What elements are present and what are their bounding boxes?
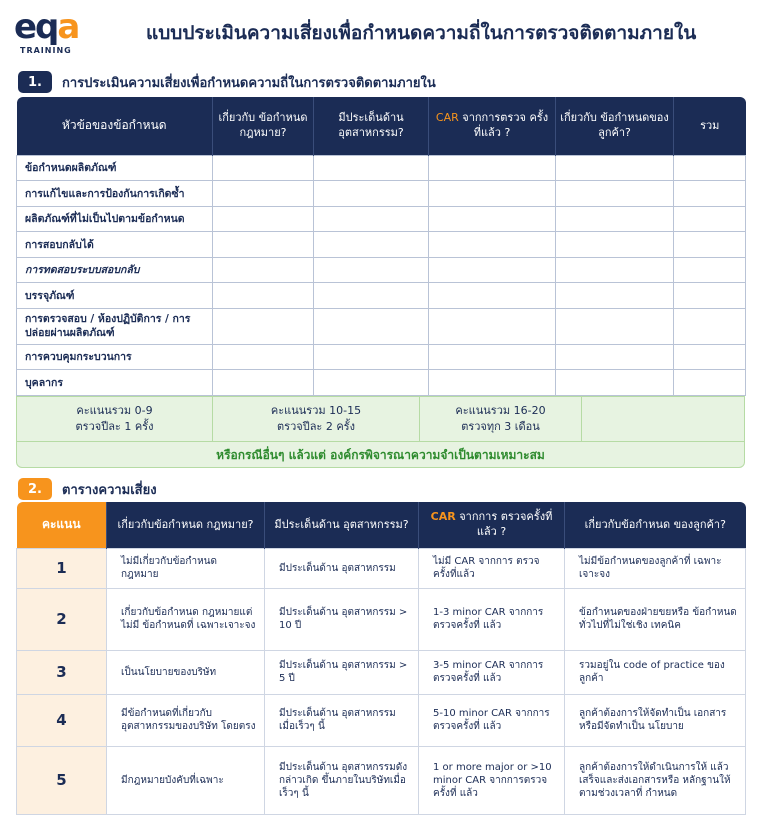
legal-cell: เป็นนโยบายของบริษัท (107, 650, 265, 694)
row-label: ข้อกำหนดผลิตภัณฑ์ (17, 155, 213, 181)
row-label: การทดสอบระบบสอบกลับ (17, 257, 213, 283)
score-value: 2 (17, 588, 107, 650)
customer-cell: ลูกค้าต้องการให้จัดทำเป็น เอกสาร หรือมีจัดทำเป็น นโยบาย (565, 694, 746, 746)
score-band-1 (17, 397, 213, 441)
section-1-number: 1. (18, 71, 52, 93)
section-1-title: การประเมินความเสี่ยงเพื่อกำหนดความถี่ในการตรวจติดตามภายใน (62, 75, 436, 91)
section-2-title: ตารางความเสี่ยง (62, 482, 157, 498)
industry-cell: มีประเด็นด้าน อุตสาหกรรม (265, 548, 419, 588)
eqa-training-logo (14, 7, 106, 56)
legal-cell: ไม่มีเกี่ยวกับข้อกำหนด กฎหมาย (107, 548, 265, 588)
risk-assessment-table (16, 97, 746, 396)
car-header-text: จากการตรวจ ครั้งที่แล้ว ? (458, 111, 549, 139)
row-label: การแก้ไขและการป้องกันการเกิดซ้ำ (17, 181, 213, 207)
table-row (17, 308, 746, 344)
customer-cell: ไม่มีข้อกำหนดของลูกค้าที่ เฉพาะเจาะจง (565, 548, 746, 588)
legal-cell: มีกฎหมายบังคับที่เฉพาะ (107, 746, 265, 814)
logo-accent-text: a (57, 7, 79, 47)
table-row (17, 588, 746, 650)
score-note: หรือกรณีอื่นๆ แล้วแต่ องค์กรพิจารณาความจำเป็นตามเหมาะสม (17, 441, 744, 468)
score-frequency: ตรวจปีละ 1 ครั้ง (75, 420, 154, 433)
car-cell: 1 or more major or >10 minor CAR จากการตรวจครั้งที่ แล้ว (419, 746, 565, 814)
industry-cell: มีประเด็นด้าน อุตสาหกรรม > 5 ปี (265, 650, 419, 694)
customer-cell: ข้อกำหนดของฝ่ายขยหรือ ข้อกำหนดทั่วไปที่ไม่ใช่เชิง เทคนิค (565, 588, 746, 650)
car-header-text: จากการ ตรวจครั้งที่แล้ว ? (455, 510, 553, 538)
col-header-car (429, 97, 556, 155)
car-cell: 3-5 minor CAR จากการตรวจครั้งที่ แล้ว (419, 650, 565, 694)
table-row (17, 370, 746, 396)
car-cell: ไม่มี CAR จากการ ตรวจครั้งที่แล้ว (419, 548, 565, 588)
industry-cell: มีประเด็นด้าน อุตสาหกรรมเมื่อเร็วๆ นี้ (265, 694, 419, 746)
table-row (17, 746, 746, 814)
col-header-industry: มีประเด็นด้าน อุตสาหกรรม? (265, 502, 419, 548)
col-header-car (419, 502, 565, 548)
score-band-2 (213, 397, 420, 441)
score-range: คะแนนรวม 16-20 (455, 404, 546, 418)
score-value: 4 (17, 694, 107, 746)
score-value: 5 (17, 746, 107, 814)
row-label: การสอบกลับได้ (17, 232, 213, 258)
col-header-requirement: หัวข้อของข้อกำหนด (17, 97, 213, 155)
col-header-industry: มีประเด็นด้าน อุตสาหกรรม? (314, 97, 429, 155)
table-row (17, 232, 746, 258)
car-cell: 1-3 minor CAR จากการตรวจครั้งที่ แล้ว (419, 588, 565, 650)
row-label: การตรวจสอบ / ห้องปฏิบัติการ / การปล่อยผ่านผลิตภัณฑ์ (17, 308, 213, 344)
car-highlight: CAR (430, 510, 456, 524)
score-frequency: ตรวจทุก 3 เดือน (461, 420, 540, 433)
legal-cell: เกี่ยวกับข้อกำหนด กฎหมายแต่ไม่มี ข้อกำหนดที่ เฉพาะเจาะจง (107, 588, 265, 650)
col-header-total: รวม (674, 97, 746, 155)
car-cell: 5-10 minor CAR จากการตรวจครั้งที่ แล้ว (419, 694, 565, 746)
score-band-3 (420, 397, 582, 441)
car-highlight: CAR (435, 111, 459, 125)
table-header-row (17, 97, 746, 155)
page-header (0, 0, 766, 64)
col-header-score: คะแนน (17, 502, 107, 548)
risk-scoring-table (16, 502, 746, 815)
row-label: บรรจุภัณฑ์ (17, 283, 213, 309)
row-label: บุคลากร (17, 370, 213, 396)
section-1-heading (18, 70, 436, 94)
table-row (17, 650, 746, 694)
table-row (17, 257, 746, 283)
customer-cell: รวมอยู่ใน code of practice ของลูกค้า (565, 650, 746, 694)
table-row (17, 155, 746, 181)
col-header-customer: เกี่ยวกับข้อกำหนด ของลูกค้า? (565, 502, 746, 548)
table-row (17, 344, 746, 370)
customer-cell: ลูกค้าต้องการให้ดำเนินการให้ แล้วเสร็จและส่งเอกสารหรือ หลักฐานให้ ตามช่วงเวลาที่ กำหนด (565, 746, 746, 814)
score-range: คะแนนรวม 10-15 (270, 404, 362, 418)
table-row (17, 206, 746, 232)
score-value: 3 (17, 650, 107, 694)
table-row (17, 694, 746, 746)
legal-cell: มีข้อกำหนดที่เกี่ยวกับ อุตสาหกรรมของบริษัท โดยตรง (107, 694, 265, 746)
page-title: แบบประเมินความเสี่ยงเพื่อกำหนดความถี่ในการตรวจติดตามภายใน (146, 22, 697, 44)
score-range: คะแนนรวม 0-9 (76, 404, 153, 418)
score-value: 1 (17, 548, 107, 588)
section-2-number: 2. (18, 478, 52, 500)
score-frequency: ตรวจปีละ 2 ครั้ง (277, 420, 355, 433)
table-header-row (17, 502, 746, 548)
col-header-legal: เกี่ยวกับ ข้อกำหนด กฎหมาย? (213, 97, 314, 155)
row-label: ผลิตภัณฑ์ที่ไม่เป็นไปตามข้อกำหนด (17, 206, 213, 232)
logo-main-text: eq (14, 7, 58, 47)
logo-subtitle: TRAINING (20, 46, 72, 55)
section-2-heading (18, 477, 157, 501)
table-row (17, 283, 746, 309)
row-label: การควบคุมกระบวนการ (17, 344, 213, 370)
col-header-customer: เกี่ยวกับ ข้อกำหนดของ ลูกค้า? (556, 97, 674, 155)
industry-cell: มีประเด็นด้าน อุตสาหกรรม > 10 ปี (265, 588, 419, 650)
table-row (17, 548, 746, 588)
score-summary (16, 396, 745, 468)
table-row (17, 181, 746, 207)
col-header-legal: เกี่ยวกับข้อกำหนด กฎหมาย? (107, 502, 265, 548)
industry-cell: มีประเด็นด้าน อุตสาหกรรมดังกล่าวเกิด ขึ้นภายในบริษัทเมื่อเร็วๆ นี้ (265, 746, 419, 814)
